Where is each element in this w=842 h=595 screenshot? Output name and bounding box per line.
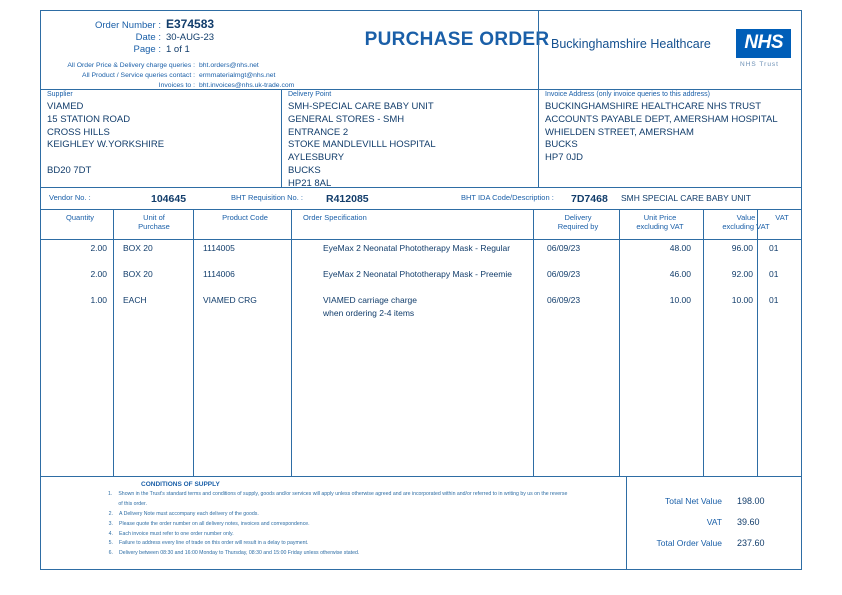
cell-vat: 01 — [769, 295, 779, 305]
contact-row — [49, 61, 339, 71]
total-net-value: 198.00 — [737, 496, 765, 506]
address-line: 15 STATION ROAD — [47, 113, 131, 125]
conditions-list — [101, 490, 571, 559]
address-line: HP7 0JD — [545, 152, 584, 164]
trust-name: Buckinghamshire Healthcare — [551, 37, 711, 51]
cell-delivery-by: 06/09/23 — [547, 243, 581, 253]
column-header-value: Value excluding VAT — [722, 213, 770, 232]
requisition-value: R412085 — [326, 193, 369, 205]
nhs-logo: NHS — [736, 29, 791, 58]
cell-delivery-by: 06/09/23 — [547, 269, 581, 279]
contact-row — [49, 71, 339, 81]
order-date-row — [49, 32, 339, 43]
cell-unit-price: 48.00 — [669, 243, 691, 253]
condition-number: 2. — [108, 510, 113, 517]
delivery-address-lines — [288, 101, 532, 191]
column-header-product-code: Product Code — [222, 213, 268, 222]
table-header-row — [41, 209, 801, 240]
order-meta-block — [49, 17, 339, 91]
total-row-vat — [627, 512, 801, 534]
cell-vat: 01 — [769, 269, 779, 279]
invoice-address-lines — [545, 101, 795, 165]
total-vat-label: VAT — [706, 517, 722, 527]
address-line: BUCKS — [288, 165, 321, 177]
total-order-label: Total Order Value — [656, 538, 722, 548]
address-line: GENERAL STORES - SMH — [288, 113, 405, 125]
address-line: BUCKINGHAMSHIRE HEALTHCARE NHS TRUST — [545, 101, 762, 112]
contact-block — [49, 61, 339, 91]
cell-value: 92.00 — [731, 269, 753, 279]
cell-quantity: 1.00 — [90, 295, 107, 305]
address-line: KEIGHLEY W.YORKSHIRE — [47, 139, 165, 151]
cost-code-label: BHT IDA Code/Description : — [461, 193, 554, 202]
column-header-specification: Order Specification — [303, 213, 367, 222]
cell-quantity: 2.00 — [90, 269, 107, 279]
total-row-order — [627, 533, 801, 555]
invoice-heading: Invoice Address (only invoice queries to this address) — [545, 91, 710, 98]
cell-unit: BOX 20 — [123, 269, 153, 279]
address-line: VIAMED — [47, 101, 84, 112]
delivery-heading: Delivery Point — [288, 91, 332, 98]
vendor-no-value: 104645 — [151, 193, 187, 205]
address-line: BD20 7DT — [47, 165, 92, 177]
column-header-unit: Unit of Purchase — [138, 213, 170, 232]
line-items-table — [41, 209, 801, 477]
table-row — [41, 239, 801, 265]
condition-text: Each invoice must refer to one order number only. — [119, 530, 234, 537]
condition-text: Shown in the Trust's standard terms and conditions of supply, goods and/or services will apply unless otherwise agreed and are incorporated within and/or referred to in writing by us on the reverse of this order. — [118, 491, 568, 507]
totals-block — [626, 477, 801, 569]
condition-text: Failure to address every line of trade on this order will result in a delay to payment. — [119, 540, 309, 547]
condition-number: 5. — [108, 540, 113, 547]
supplier-heading: Supplier — [47, 91, 73, 98]
table-body — [41, 239, 801, 477]
address-line: STOKE MANDLEVILLL HOSPITAL — [288, 139, 436, 151]
cell-value: 10.00 — [731, 295, 753, 305]
address-line: HP21 8AL — [288, 177, 332, 189]
page-row — [49, 44, 339, 55]
order-number-value: E374583 — [166, 17, 215, 31]
condition-item — [101, 510, 571, 520]
condition-item — [101, 539, 571, 549]
condition-item — [101, 549, 571, 559]
condition-text: Please quote the order number on all delivery notes, invoices and correspondence. — [119, 520, 310, 527]
condition-item — [101, 490, 571, 510]
column-header-vat: VAT — [775, 213, 789, 222]
supplier-address-lines — [47, 101, 275, 178]
cost-code-description: SMH SPECIAL CARE BABY UNIT — [621, 193, 751, 203]
total-net-label: Total Net Value — [664, 496, 722, 506]
order-date-label: Date : — [135, 32, 161, 43]
condition-number: 6. — [108, 550, 113, 557]
address-line: BUCKS — [545, 139, 578, 151]
address-line: WHIELDEN STREET, AMERSHAM — [545, 126, 694, 138]
address-band — [41, 89, 801, 187]
condition-text: Delivery between 08:30 and 16:00 Monday to Thursday, 08:30 and 15:00 Friday unless otherwise stated. — [119, 550, 360, 557]
contact-value: ermmaterialmgt@nhs.net — [199, 71, 276, 79]
address-line: SMH-SPECIAL CARE BABY UNIT — [288, 101, 434, 112]
condition-item — [101, 530, 571, 540]
delivery-address-block — [281, 89, 538, 187]
condition-number: 3. — [108, 520, 113, 527]
order-number-label: Order Number : — [95, 20, 161, 31]
document-footer — [41, 476, 801, 569]
document-header — [41, 11, 801, 89]
cell-delivery-by: 06/09/23 — [547, 295, 581, 305]
cell-specification: EyeMax 2 Neonatal Phototherapy Mask - Preemie — [323, 269, 512, 279]
cell-quantity: 2.00 — [90, 243, 107, 253]
requisition-label: BHT Requisition No. : — [231, 193, 303, 202]
nhs-trust-subtitle: NHS Trust — [740, 61, 779, 68]
cell-vat: 01 — [769, 243, 779, 253]
total-vat-value: 39.60 — [737, 517, 760, 527]
contact-label: All Order Price & Delivery charge queries : — [67, 62, 195, 69]
vendor-reference-row — [41, 187, 801, 209]
conditions-title: CONDITIONS OF SUPPLY — [141, 481, 220, 488]
order-number-row — [49, 17, 339, 31]
column-header-quantity: Quantity — [66, 213, 94, 222]
condition-text: A Delivery Note must accompany each delivery of the goods. — [119, 510, 259, 517]
condition-number: 4. — [108, 530, 113, 537]
nhs-branding-block — [538, 11, 801, 89]
cell-unit: BOX 20 — [123, 243, 153, 253]
column-header-delivery: Delivery Required by — [557, 213, 599, 232]
cell-product-code: 1114006 — [203, 269, 235, 279]
cell-specification-line2: when ordering 2-4 items — [323, 308, 415, 318]
page-value: 1 of 1 — [166, 44, 190, 55]
address-line: AYLESBURY — [288, 152, 345, 164]
document-title: PURCHASE ORDER — [364, 29, 550, 50]
purchase-order-document — [40, 10, 802, 570]
cost-code-value: 7D7468 — [571, 193, 608, 205]
condition-item — [101, 520, 571, 530]
cell-unit: EACH — [123, 295, 147, 305]
contact-value: bht.invoices@nhs.uk-trade.com — [199, 81, 295, 89]
cell-specification: EyeMax 2 Neonatal Phototherapy Mask - Regular — [323, 243, 511, 253]
address-line: ACCOUNTS PAYABLE DEPT, AMERSHAM HOSPITAL — [545, 113, 778, 125]
table-row — [41, 291, 801, 325]
column-header-unit-price: Unit Price excluding VAT — [636, 213, 684, 232]
cell-value: 96.00 — [731, 243, 753, 253]
address-line-blank — [47, 152, 275, 165]
vendor-no-label: Vendor No. : — [49, 193, 91, 202]
contact-label: All Product / Service queries contact : — [82, 71, 195, 79]
cell-unit-price: 46.00 — [669, 269, 691, 279]
address-line: CROSS HILLS — [47, 126, 110, 138]
table-row — [41, 265, 801, 291]
cell-unit-price: 10.00 — [669, 295, 691, 305]
cell-product-code: VIAMED CRG — [203, 295, 257, 305]
address-line: ENTRANCE 2 — [288, 126, 349, 138]
cell-specification: VIAMED carriage charge — [323, 295, 418, 305]
contact-value: bht.orders@nhs.net — [199, 62, 259, 69]
order-date-value: 30-AUG-23 — [166, 32, 215, 43]
contact-label: Invoices to : — [158, 81, 195, 89]
invoice-address-block — [538, 89, 801, 187]
supplier-address-block — [41, 89, 281, 187]
page-label: Page : — [133, 44, 161, 55]
condition-number: 1. — [108, 491, 113, 497]
total-order-value: 237.60 — [737, 538, 765, 548]
cell-product-code: 1114005 — [203, 243, 235, 253]
total-row-net — [627, 491, 801, 513]
